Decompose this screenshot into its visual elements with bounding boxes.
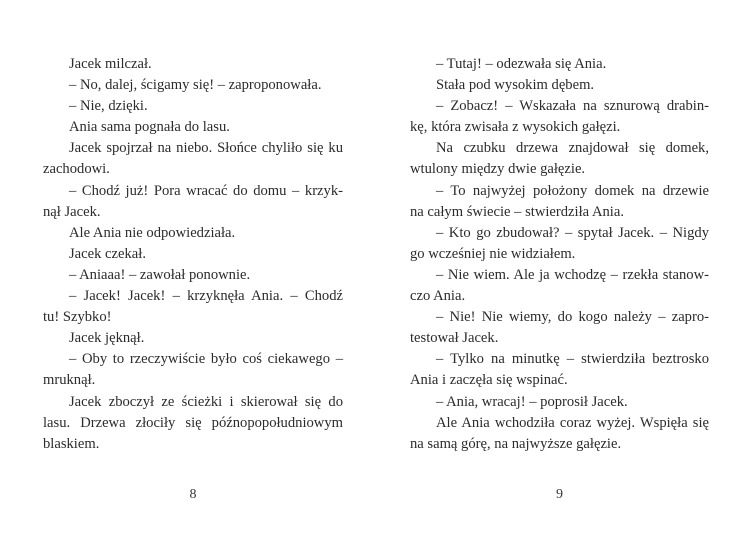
text-line: czo Ania. [410, 288, 466, 305]
page-text-right [410, 54, 709, 455]
book-page-right [410, 0, 709, 549]
book-page-left [43, 0, 343, 549]
text-line: – Tylko na minutkę – stwierdziła beztrosko [436, 351, 709, 368]
text-line: Ania sama pognała do lasu. [69, 119, 230, 136]
text-line: go wcześniej nie widziałem. [410, 245, 576, 262]
text-line: Ania i zaczęła się wspinać. [410, 372, 568, 389]
text-line: Jacek jęknął. [69, 330, 145, 347]
text-line: – Nie! Nie wiemy, do kogo należy – zapro- [436, 309, 709, 326]
text-line: nął Jacek. [43, 203, 101, 220]
text-line: Na czubku drzewa znajdował się domek, [436, 140, 709, 157]
text-line: – Nie wiem. Ale ja wchodzę – rzekła stanow- [436, 266, 709, 283]
text-line: – Ania, wracaj! – poprosił Jacek. [436, 393, 628, 410]
text-line: lasu. Drzewa złociły się późnopopołudniowym [43, 414, 343, 431]
text-line: Stała pod wysokim dębem. [436, 77, 595, 94]
text-line: Jacek spojrzał na niebo. Słońce chyliło się ku [69, 140, 343, 157]
text-line: testował Jacek. [410, 330, 499, 347]
text-line: – Zobacz! – Wskazała na sznurową drabin- [436, 98, 709, 115]
text-line: wtulony między dwie gałęzie. [410, 161, 586, 178]
page-number-left: 8 [189, 487, 197, 502]
text-line: – Oby to rzeczywiście było coś ciekawego – [69, 351, 343, 368]
text-line: Ale Ania wchodziła coraz wyżej. Wspięła się [436, 414, 709, 431]
text-line: – Kto go zbudował? – spytał Jacek. – Nigdy [436, 224, 709, 241]
text-line: blaskiem. [43, 435, 100, 452]
text-line: zachodowi. [43, 161, 110, 178]
text-line: – Chodź już! Pora wracać do domu – krzyk- [69, 182, 343, 199]
text-line: – No, dalej, ścigamy się! – zaproponowała. [69, 77, 322, 94]
text-line: Jacek czekał. [69, 245, 146, 262]
text-line: na całym świecie – stwierdziła Ania. [410, 203, 624, 220]
text-line: na samą górę, na najwyższe gałęzie. [410, 435, 622, 452]
text-line: kę, która zwisała z wysokich gałęzi. [410, 119, 621, 136]
page-number-right: 9 [556, 487, 563, 502]
text-line: Jacek zboczył ze ścieżki i skierował się do [69, 393, 343, 410]
page-text-left [43, 54, 343, 455]
text-line: – Nie, dzięki. [69, 98, 148, 115]
text-line: tu! Szybko! [43, 309, 112, 326]
text-line: – To najwyżej położony domek na drzewie [436, 182, 709, 199]
text-line: Ale Ania nie odpowiedziała. [69, 224, 236, 241]
text-line: – Jacek! Jacek! – krzyknęła Ania. – Chodź [69, 288, 343, 305]
text-line: Jacek milczał. [69, 56, 152, 72]
text-line: – Aniaaa! – zawołał ponownie. [69, 266, 251, 283]
text-line: mruknął. [43, 372, 96, 389]
text-line: – Tutaj! – odezwała się Ania. [436, 56, 607, 72]
